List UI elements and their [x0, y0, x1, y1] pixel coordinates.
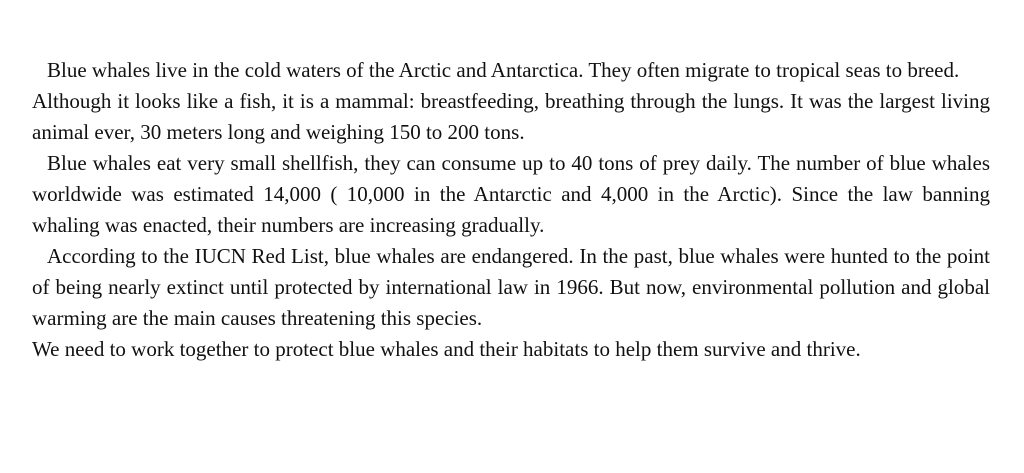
paragraph-mammal-size: Although it looks like a fish, it is a mammal: breastfeeding, breathing through the lungs. It was the largest living animal ever, 30 meters long and weighing 150 to 200 tons.: [32, 89, 990, 144]
paragraph-diet-population: Blue whales eat very small shellfish, they can consume up to 40 tons of prey daily. The number of blue whales worldwide was estimated 14,000 ( 10,000 in the Antarctic and 4,000 in the Arctic). Since the law banning whaling was enacted, their numbers are increasing gradually.: [32, 151, 990, 237]
paragraph-habitat: Blue whales live in the cold waters of the Arctic and Antarctica. They often migrate to tropical seas to breed.: [47, 58, 960, 82]
paragraph-conservation-status: According to the IUCN Red List, blue whales are endangered. In the past, blue whales were hunted to the point of being nearly extinct until protected by international law in 1966. But now, environmental pollution and global warming are the main causes threatening this species.: [32, 244, 990, 330]
document-body: [32, 55, 990, 365]
paragraph-call-to-action: We need to work together to protect blue whales and their habitats to help them survive and thrive.: [32, 337, 861, 361]
